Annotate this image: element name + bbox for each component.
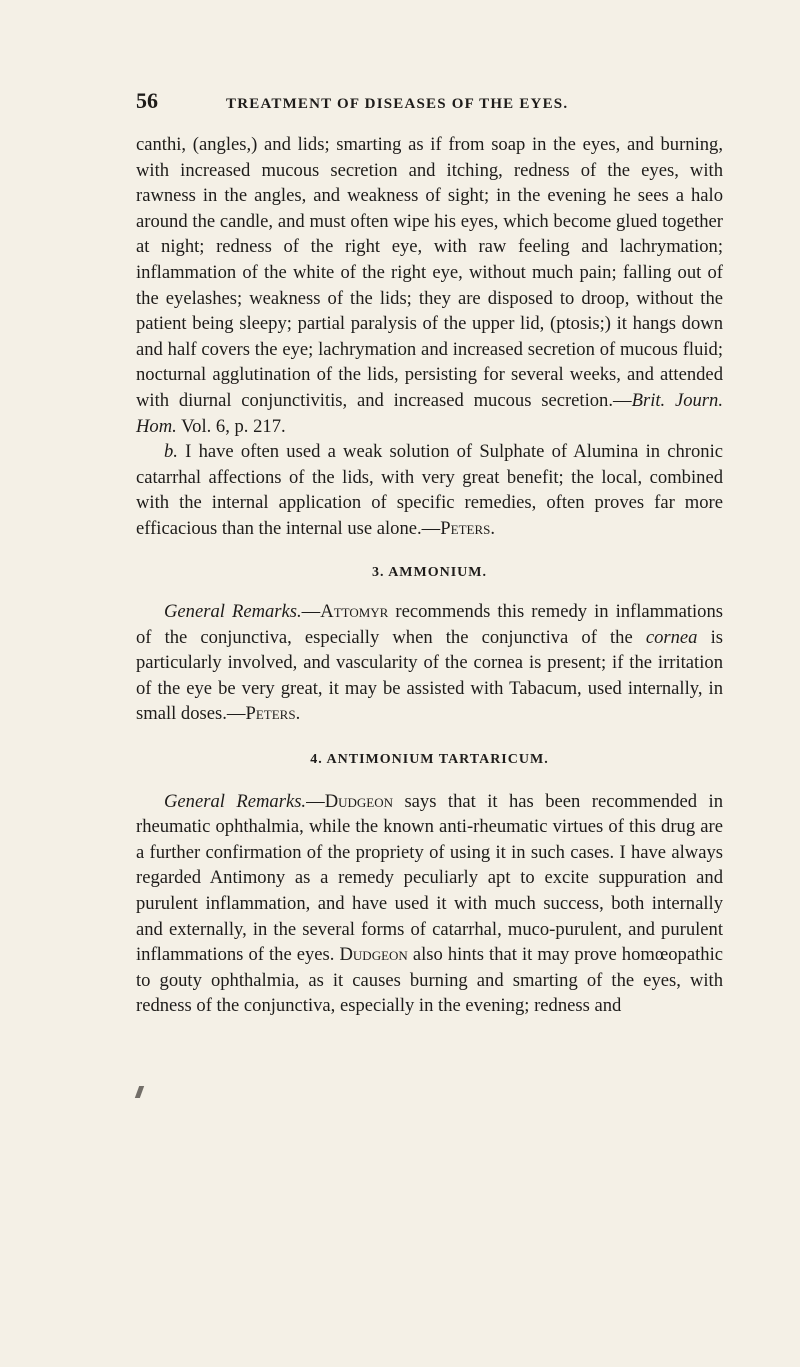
section-heading-antimonium: 4. ANTIMONIUM TARTARICUM.	[310, 752, 549, 768]
paragraph-text: recommends this remedy in inflammations of the conjunctiva, especially when the conjunctiva of the	[136, 601, 723, 648]
remarks-lead: General Remarks.	[164, 601, 302, 623]
remarks-lead: General Remarks.	[164, 790, 307, 812]
running-title: TREATMENT OF DISEASES OF THE EYES.	[226, 96, 569, 112]
paragraph-marker: b.	[164, 441, 178, 463]
paragraph-text: is particularly involved, and vascularity of the cornea is present; if the irritation of the eye be very great, it may be assisted with Tabacum, used internally, in small doses.—	[136, 626, 723, 725]
paragraph-text: also hints that it may prove homœopathic to gouty ophthalmia, as it causes burning and smarting of the eyes, with redness of the conjunctiva, especially in the evening; redness and	[136, 944, 723, 1017]
paragraph-antimonium	[136, 789, 723, 1019]
citation: Brit. Journ. Hom.	[136, 389, 723, 437]
author-name: Dudgeon	[324, 790, 393, 812]
paragraph-text: I have often used a weak solution of Sulphate of Alumina in chronic catarrhal affections of the lids, with very great benefit; the local, combined with the internal application of specific remedies, often proves far more efficacious than the internal use alone.—	[136, 441, 723, 539]
paragraph-continued	[136, 132, 723, 439]
citation-volume: Vol. 6, p. 217.	[176, 415, 286, 437]
ink-blot	[135, 1086, 144, 1098]
body-text	[136, 132, 723, 1019]
dash: —	[301, 601, 321, 623]
paragraph-text: canthi, (angles,) and lids; smarting as if from soap in the eyes, and burning, with increased mucous secretion and itching, redness of the eyes, with rawness in the angles, and weakness of sight; in the evening he sees a halo around the candle, and must often wipe his eyes, which become glued together at night; redness of the right eye, with raw feeling and lachrymation; inflammation of the white of the right eye, without much pain; falling out of the eyelashes; weakness of the lids; they are disposed to droop, without the patient being sleepy; partial paralysis of the upper lid, (ptosis;) it hangs down and half covers the eye; lachrymation and increased secretion of mucous fluid; nocturnal agglutination of the lids, persisting for several weeks, and attended with diurnal conjunctivitis, and increased mucous secretion.—	[136, 134, 723, 411]
author-name: Peters.	[440, 517, 495, 539]
section-heading-ammonium: 3. AMMONIUM.	[371, 564, 488, 580]
paragraph-ammonium	[136, 599, 723, 727]
running-head	[136, 88, 723, 128]
author-name: Dudgeon	[339, 944, 408, 966]
author-name: Attomyr	[320, 601, 389, 623]
page-number: 56	[136, 88, 158, 113]
paragraph-b	[136, 439, 723, 541]
italic-term: cornea	[645, 626, 698, 648]
dash: —	[306, 790, 325, 812]
author-name: Peters.	[245, 703, 301, 725]
paragraph-text: says that it has been recommended in rheumatic ophthalmia, while the known anti-rheumatic virtues of this drug are a further confirmation of the propriety of using it in such cases. I have always regarded Antimony as a remedy peculiarly apt to excite suppuration and purulent inflammation, and have used it with much success, both internally and externally, in the several forms of catarrhal, muco-purulent, and purulent inflammations of the eyes.	[136, 790, 723, 966]
